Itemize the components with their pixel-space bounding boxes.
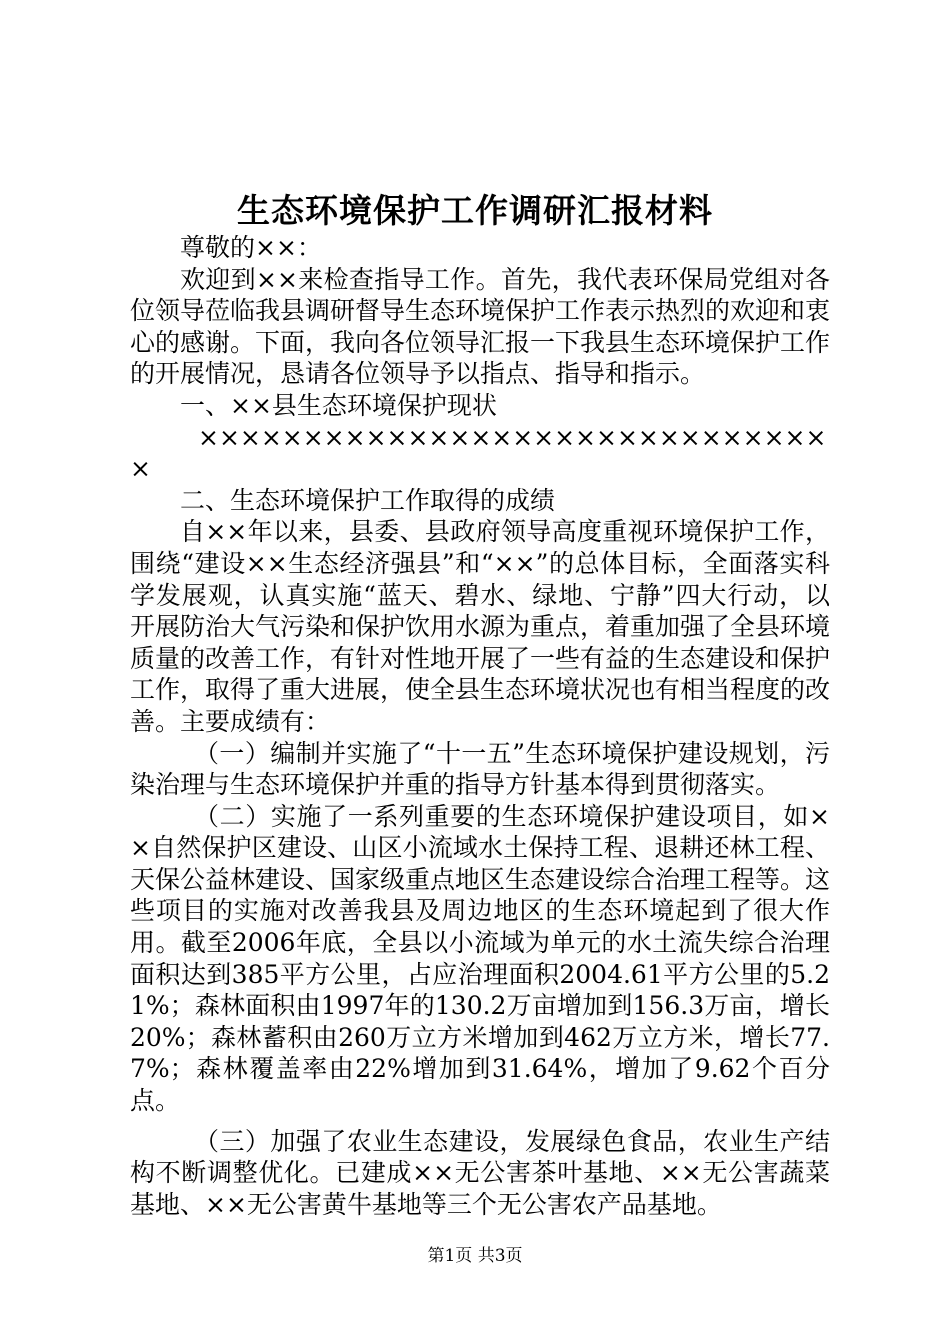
achievement-item-3: （三）加强了农业生态建设，发展绿色食品，农业生产结构不断调整优化。已建成××无公害茶叶基地、××无公害蔬菜基地、××无公害黄牛基地等三个无公害农产品基地。 (130, 1126, 830, 1219)
placeholder-paragraph: ××××××××××××××××××××××××××××××× (130, 422, 827, 484)
achievement-item-1: （一）编制并实施了“十一五”生态环境保护建设规划，污染治理与生态环境保护并重的指导方针基本得到贯彻落实。 (130, 738, 830, 800)
achievement-item-2: （二）实施了一系列重要的生态环境保护建设项目，如××自然保护区建设、山区小流域水土保持工程、退耕还林工程、天保公益林建设、国家级重点地区生态建设综合治理工程等。这些项目的实施对改善我县及周边地区的生态环境起到了很大作用。截至2006年底，全县以小流域为单元的水土流失综合治理面积达到385平方公里，占应治理面积2004.61平方公里的5.21%；森林面积由1997年的130.2万亩增加到156.3万亩，增长20%；森林蓄积由260万立方米增加到462万立方米，增长77.7%；森林覆盖率由22%增加到31.64%，增加了9.62个百分点。 (130, 801, 831, 1116)
document-body (130, 232, 830, 1220)
salutation: 尊敬的××： (180, 233, 322, 262)
section-heading-2: 二、生态环境保护工作取得的成绩 (180, 485, 556, 515)
page-footer: 第1页 共3页 (427, 1246, 523, 1266)
section-heading-1: 一、××县生态环境保护现状 (180, 390, 497, 420)
document-title: 生态环境保护工作调研汇报材料 (237, 191, 713, 230)
intro-paragraph: 欢迎到××来检查指导工作。首先，我代表环保局党组对各位领导莅临我县调研督导生态环境保护工作表示热烈的欢迎和衷心的感谢。下面，我向各位领导汇报一下我县生态环境保护工作的开展情况，恳请各位领导予以指点、指导和指示。 (130, 264, 831, 389)
achievements-paragraph: 自××年以来，县委、县政府领导高度重视环境保护工作，围绕“建设××生态经济强县”和“××”的总体目标，全面落实科学发展观，认真实施“蓝天、碧水、绿地、宁静”四大行动，以开展防治大气污染和保护饮用水源为重点，着重加强了全县环境质量的改善工作，有针对性地开展了一些有益的生态建设和保护工作，取得了重大进展，使全县生态环境状况也有相当程度的改善。主要成绩有： (130, 517, 831, 736)
